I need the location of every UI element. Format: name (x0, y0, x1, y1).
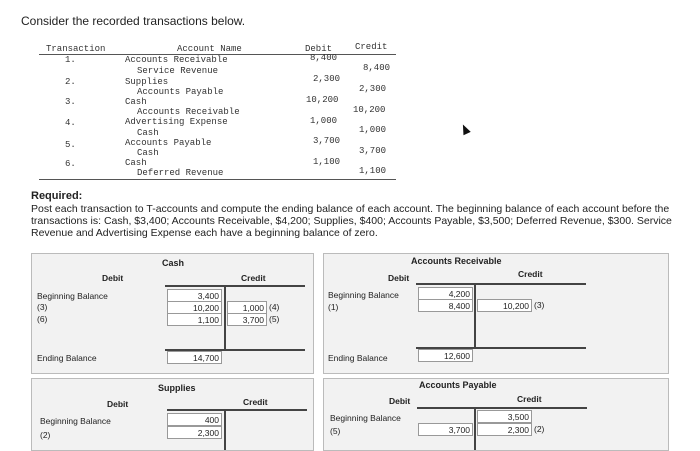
row-account: Cash (125, 158, 147, 168)
row-debit: 1,100 (313, 157, 341, 167)
beginning-label: Beginning Balance (328, 290, 399, 300)
ending-cash-input[interactable]: 14,700 (167, 351, 222, 364)
ending-label: Ending Balance (328, 353, 388, 363)
credit-header: Credit (517, 394, 542, 404)
required-text: Post each transaction to T-accounts and compute the ending balance of each account. The beginning balance of each account before the transactions is: Cash, $3,400; Accounts Receivable, $4,200; Supplies, $400; Accounts Payable, $3,500; Deferred Revenue, $300. Service Revenue and Advertising Expense each have a beginning balance of zero. (31, 203, 672, 239)
ref-label: (2) (534, 424, 545, 434)
beginning-ar-input[interactable]: 4,200 (418, 287, 473, 300)
row-num: 3. (65, 97, 76, 107)
row-num: 5. (65, 140, 76, 150)
taccount-accounts-receivable (323, 253, 669, 374)
row-debit: 2,300 (313, 74, 341, 84)
credit-cash-input[interactable]: 1,000 (227, 301, 267, 314)
t-bar (416, 283, 586, 285)
ref-label: (3) (37, 302, 48, 312)
ending-label: Ending Balance (37, 353, 97, 363)
t-stem (224, 409, 226, 450)
t-stem (474, 283, 476, 349)
ref-label: (6) (37, 314, 48, 324)
row-account: Accounts Payable (125, 138, 212, 148)
ref-label: (5) (330, 426, 341, 436)
table-bottom-divider (39, 179, 396, 180)
row-account: Cash (137, 148, 159, 158)
row-num: 2. (65, 77, 76, 87)
t-bar (167, 409, 307, 411)
row-credit: 10,200 (353, 105, 386, 115)
beginning-cash-input[interactable]: 3,400 (167, 289, 222, 302)
beginning-supplies-input[interactable]: 400 (167, 413, 222, 426)
ending-ar-input[interactable]: 12,600 (418, 349, 473, 362)
row-num: 1. (65, 55, 76, 65)
row-credit: 1,100 (359, 166, 387, 176)
debit-supplies-input[interactable]: 2,300 (167, 426, 222, 439)
debit-ar-input[interactable]: 8,400 (418, 299, 473, 312)
mouse-cursor-icon (459, 123, 470, 135)
row-credit: 2,300 (359, 84, 387, 94)
row-credit: 3,700 (359, 146, 387, 156)
row-account: Cash (125, 97, 147, 107)
credit-cash-input[interactable]: 3,700 (227, 313, 267, 326)
t-stem (224, 285, 226, 351)
row-account: Accounts Payable (137, 87, 224, 97)
row-debit: 8,400 (310, 53, 338, 63)
credit-header: Credit (518, 269, 543, 279)
header-debit: Debit (305, 44, 333, 54)
taccount-title: Cash (162, 258, 185, 268)
taccount-title: Accounts Payable (419, 380, 497, 390)
taccount-supplies (31, 378, 314, 451)
required-title: Required: (31, 190, 83, 202)
row-credit: 1,000 (359, 125, 387, 135)
row-account: Service Revenue (137, 66, 219, 76)
ref-label: (2) (40, 430, 51, 440)
ref-label: (1) (328, 302, 339, 312)
debit-cash-input[interactable]: 1,100 (167, 313, 222, 326)
row-credit: 8,400 (363, 63, 391, 73)
beginning-ap-input[interactable]: 3,500 (477, 410, 532, 423)
ref-label: (3) (534, 300, 545, 310)
row-account: Accounts Receivable (125, 55, 228, 65)
ref-label: (5) (269, 314, 280, 324)
taccount-cash (31, 253, 314, 374)
debit-ap-input[interactable]: 3,700 (418, 423, 473, 436)
beginning-label: Beginning Balance (37, 291, 108, 301)
credit-header: Credit (243, 397, 268, 407)
header-credit: Credit (355, 42, 388, 52)
row-num: 4. (65, 118, 76, 128)
header-account: Account Name (177, 44, 242, 54)
row-debit: 1,000 (310, 116, 338, 126)
beginning-label: Beginning Balance (40, 416, 111, 426)
t-bar (165, 285, 305, 287)
debit-header: Debit (107, 399, 129, 409)
row-num: 6. (65, 159, 76, 169)
debit-header: Debit (102, 273, 124, 283)
credit-header: Credit (241, 273, 266, 283)
row-account: Cash (137, 128, 159, 138)
row-account: Supplies (125, 77, 169, 87)
debit-header: Debit (389, 396, 411, 406)
intro-text: Consider the recorded transactions below. (21, 14, 246, 28)
debit-header: Debit (388, 273, 410, 283)
t-stem (474, 407, 476, 450)
row-account: Accounts Receivable (137, 107, 240, 117)
beginning-label: Beginning Balance (330, 413, 401, 423)
credit-ar-input[interactable]: 10,200 (477, 299, 532, 312)
row-account: Advertising Expense (125, 117, 228, 127)
row-debit: 10,200 (306, 95, 339, 105)
taccount-title: Accounts Receivable (411, 256, 502, 266)
debit-cash-input[interactable]: 10,200 (167, 301, 222, 314)
ref-label: (4) (269, 302, 280, 312)
taccount-title: Supplies (158, 383, 196, 393)
header-transaction: Transaction (46, 44, 106, 54)
taccount-accounts-payable (323, 378, 669, 451)
credit-ap-input[interactable]: 2,300 (477, 423, 532, 436)
row-debit: 3,700 (313, 136, 341, 146)
row-account: Deferred Revenue (137, 168, 224, 178)
t-bar (417, 407, 587, 409)
